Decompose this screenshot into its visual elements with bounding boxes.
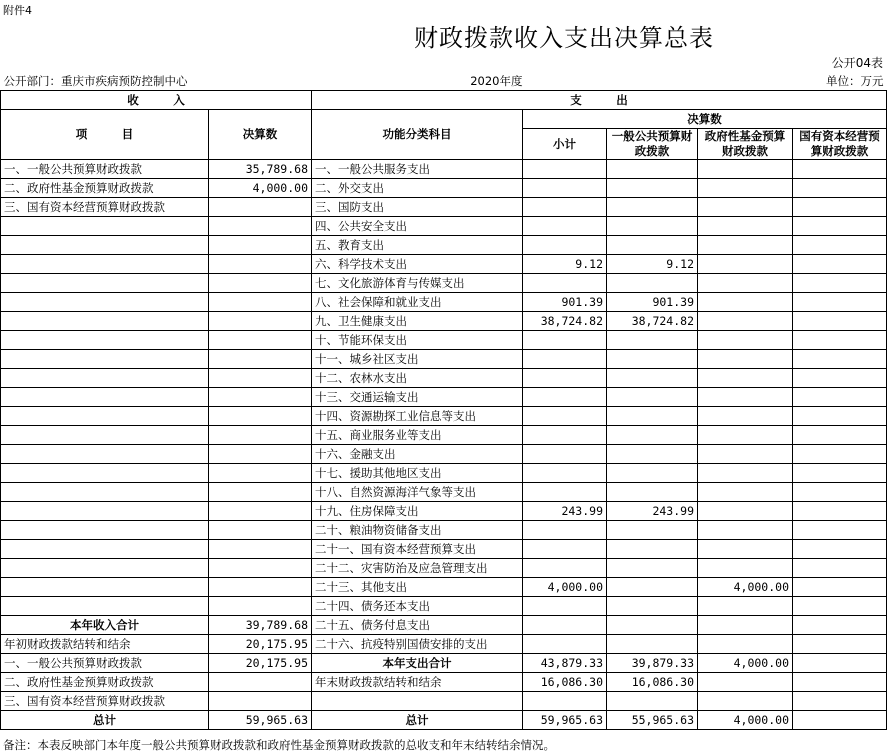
income-item-cell: [1, 312, 209, 331]
subtotal-cell: [523, 160, 607, 179]
state-capital-cell: [793, 426, 887, 445]
general-budget-cell: 55,965.63: [607, 711, 698, 730]
income-amount-cell: [209, 540, 312, 559]
income-item-cell: [1, 369, 209, 388]
table-row: [1, 198, 887, 217]
income-item-cell: [1, 350, 209, 369]
general-budget-cell: 16,086.30: [607, 673, 698, 692]
fund-budget-cell: [698, 217, 793, 236]
expense-item-cell: 十八、自然资源海洋气象等支出: [312, 483, 523, 502]
income-item-cell: 二、政府性基金预算财政拨款: [1, 673, 209, 692]
fund-budget-cell: [698, 445, 793, 464]
state-capital-cell: [793, 673, 887, 692]
col-item-header: 项 目: [1, 110, 209, 160]
state-capital-cell: [793, 160, 887, 179]
general-budget-cell: [607, 179, 698, 198]
attachment-label: 附件4: [3, 4, 32, 17]
income-item-cell: [1, 274, 209, 293]
fund-budget-cell: [698, 464, 793, 483]
income-amount-cell: [209, 274, 312, 293]
state-capital-cell: [793, 635, 887, 654]
income-amount-cell: [209, 502, 312, 521]
expense-item-cell: 三、国防支出: [312, 198, 523, 217]
state-capital-cell: [793, 369, 887, 388]
table-row: [1, 312, 887, 331]
table-row: [1, 578, 887, 597]
expense-item-cell: 二十一、国有资本经营预算支出: [312, 540, 523, 559]
subtotal-cell: [523, 331, 607, 350]
subtotal-cell: [523, 426, 607, 445]
budget-table: [0, 72, 887, 730]
footnote: 备注：本表反映部门本年度一般公共预算财政拨款和政府性基金预算财政拨款的总收支和年末结转结余情况。: [3, 738, 555, 752]
state-capital-cell: [793, 502, 887, 521]
state-capital-cell: [793, 312, 887, 331]
income-item-cell: 三、国有资本经营预算财政拨款: [1, 198, 209, 217]
general-budget-cell: [607, 483, 698, 502]
general-budget-cell: [607, 540, 698, 559]
subtotal-cell: 38,724.82: [523, 312, 607, 331]
income-amount-cell: 20,175.95: [209, 635, 312, 654]
income-amount-cell: [209, 236, 312, 255]
subtotal-cell: [523, 445, 607, 464]
table-row: [1, 426, 887, 445]
general-budget-cell: [607, 692, 698, 711]
subtotal-cell: 16,086.30: [523, 673, 607, 692]
income-amount-cell: [209, 293, 312, 312]
income-item-cell: [1, 597, 209, 616]
table-row: [1, 654, 887, 673]
table-row: [1, 445, 887, 464]
fund-budget-cell: [698, 692, 793, 711]
fund-budget-cell: [698, 255, 793, 274]
expense-item-cell: 十一、城乡社区支出: [312, 350, 523, 369]
expense-item-cell: 年末财政拨款结转和结余: [312, 673, 523, 692]
table-row: [1, 236, 887, 255]
state-capital-cell: [793, 350, 887, 369]
state-capital-cell: [793, 597, 887, 616]
income-amount-cell: [209, 331, 312, 350]
income-amount-cell: [209, 217, 312, 236]
fund-budget-cell: [698, 331, 793, 350]
state-capital-cell: [793, 559, 887, 578]
general-budget-cell: [607, 369, 698, 388]
general-budget-cell: [607, 445, 698, 464]
income-amount-cell: [209, 692, 312, 711]
income-item-cell: [1, 464, 209, 483]
income-amount-cell: [209, 426, 312, 445]
table-row: [1, 692, 887, 711]
income-amount-cell: [209, 559, 312, 578]
page-title: 财政拨款收入支出决算总表: [414, 24, 714, 52]
expense-item-cell: 六、科学技术支出: [312, 255, 523, 274]
fund-budget-cell: [698, 312, 793, 331]
state-capital-cell: [793, 445, 887, 464]
general-budget-cell: 9.12: [607, 255, 698, 274]
subtotal-cell: 243.99: [523, 502, 607, 521]
col-fund-header: 政府性基金预算财政拨款: [698, 129, 793, 160]
table-row: [1, 673, 887, 692]
income-item-cell: [1, 407, 209, 426]
subtotal-cell: [523, 217, 607, 236]
state-capital-cell: [793, 521, 887, 540]
general-budget-cell: [607, 521, 698, 540]
subtotal-cell: 9.12: [523, 255, 607, 274]
subtotal-cell: [523, 483, 607, 502]
table-row: [1, 388, 887, 407]
general-budget-cell: [607, 160, 698, 179]
general-budget-cell: [607, 616, 698, 635]
income-item-cell: [1, 426, 209, 445]
fund-budget-cell: [698, 160, 793, 179]
subtotal-cell: [523, 635, 607, 654]
fund-budget-cell: [698, 540, 793, 559]
fund-budget-cell: 4,000.00: [698, 711, 793, 730]
table-row: [1, 255, 887, 274]
expense-item-cell: 二十四、债务还本支出: [312, 597, 523, 616]
subtotal-cell: [523, 388, 607, 407]
table-row: [1, 502, 887, 521]
table-row: [1, 540, 887, 559]
income-item-cell: [1, 217, 209, 236]
income-item-cell: [1, 331, 209, 350]
fund-budget-cell: [698, 179, 793, 198]
income-amount-cell: [209, 483, 312, 502]
state-capital-cell: [793, 236, 887, 255]
subtotal-cell: 59,965.63: [523, 711, 607, 730]
state-capital-cell: [793, 179, 887, 198]
state-capital-cell: [793, 331, 887, 350]
table-row: [1, 217, 887, 236]
state-capital-cell: [793, 711, 887, 730]
subtotal-cell: [523, 369, 607, 388]
expense-item-cell: 十九、住房保障支出: [312, 502, 523, 521]
expense-item-cell: 十五、商业服务业等支出: [312, 426, 523, 445]
income-item-cell: [1, 483, 209, 502]
expense-item-cell: 十七、援助其他地区支出: [312, 464, 523, 483]
fund-budget-cell: 4,000.00: [698, 654, 793, 673]
income-amount-cell: [209, 578, 312, 597]
general-budget-cell: [607, 274, 698, 293]
general-budget-cell: [607, 464, 698, 483]
general-budget-cell: [607, 426, 698, 445]
income-amount-cell: [209, 198, 312, 217]
general-budget-cell: 38,724.82: [607, 312, 698, 331]
general-budget-cell: [607, 635, 698, 654]
expense-item-cell: 五、教育支出: [312, 236, 523, 255]
subtotal-cell: [523, 540, 607, 559]
state-capital-cell: [793, 255, 887, 274]
table-row: [1, 350, 887, 369]
expense-item-cell: 九、卫生健康支出: [312, 312, 523, 331]
expense-item-cell: 二十、粮油物资储备支出: [312, 521, 523, 540]
income-amount-cell: [209, 369, 312, 388]
expense-item-cell: 七、文化旅游体育与传媒支出: [312, 274, 523, 293]
fund-budget-cell: [698, 673, 793, 692]
income-amount-cell: [209, 521, 312, 540]
income-item-cell: 一、一般公共预算财政拨款: [1, 160, 209, 179]
income-amount-cell: 4,000.00: [209, 179, 312, 198]
income-amount-cell: [209, 350, 312, 369]
income-item-cell: 总计: [1, 711, 209, 730]
income-amount-cell: 39,789.68: [209, 616, 312, 635]
income-amount-cell: [209, 464, 312, 483]
income-amount-cell: [209, 407, 312, 426]
table-row: [1, 483, 887, 502]
table-row: [1, 331, 887, 350]
expense-item-cell: 十六、金融支出: [312, 445, 523, 464]
income-amount-cell: [209, 445, 312, 464]
expense-item-cell: 总计: [312, 711, 523, 730]
expense-item-cell: 二十五、债务付息支出: [312, 616, 523, 635]
state-capital-cell: [793, 388, 887, 407]
expense-item-cell: 十四、资源勘探工业信息等支出: [312, 407, 523, 426]
subtotal-cell: [523, 350, 607, 369]
table-row: [1, 274, 887, 293]
income-item-cell: [1, 540, 209, 559]
income-amount-cell: 35,789.68: [209, 160, 312, 179]
dept-label: 公开部门：重庆市疾病预防控制中心: [3, 73, 188, 88]
subtotal-cell: 43,879.33: [523, 654, 607, 673]
subtotal-cell: 4,000.00: [523, 578, 607, 597]
subtotal-cell: [523, 559, 607, 578]
expense-item-cell: 八、社会保障和就业支出: [312, 293, 523, 312]
fund-budget-cell: [698, 274, 793, 293]
state-capital-cell: [793, 274, 887, 293]
table-row: [1, 464, 887, 483]
expense-item-cell: 四、公共安全支出: [312, 217, 523, 236]
table-row: [1, 616, 887, 635]
income-item-cell: 一、一般公共预算财政拨款: [1, 654, 209, 673]
subtotal-cell: [523, 407, 607, 426]
income-item-cell: [1, 502, 209, 521]
subtotal-cell: [523, 274, 607, 293]
state-capital-cell: [793, 217, 887, 236]
income-section-header: 收 入: [1, 91, 312, 110]
table-row: [1, 179, 887, 198]
state-capital-cell: [793, 407, 887, 426]
subtotal-cell: [523, 521, 607, 540]
col-amount-header: 决算数: [209, 110, 312, 160]
income-item-cell: [1, 559, 209, 578]
table-row: [1, 160, 887, 179]
expense-item-cell: [312, 692, 523, 711]
state-capital-cell: [793, 654, 887, 673]
fund-budget-cell: [698, 407, 793, 426]
col-decision-header: 决算数: [523, 110, 887, 129]
expense-item-cell: 二、外交支出: [312, 179, 523, 198]
state-capital-cell: [793, 540, 887, 559]
subtotal-cell: [523, 198, 607, 217]
subtotal-cell: 901.39: [523, 293, 607, 312]
table-row: [1, 635, 887, 654]
general-budget-cell: [607, 236, 698, 255]
expense-item-cell: 十二、农林水支出: [312, 369, 523, 388]
fund-budget-cell: [698, 616, 793, 635]
fund-budget-cell: 4,000.00: [698, 578, 793, 597]
state-capital-cell: [793, 198, 887, 217]
fund-budget-cell: [698, 236, 793, 255]
fund-budget-cell: [698, 521, 793, 540]
year-label: 2020年度: [470, 73, 523, 88]
table-row: [1, 711, 887, 730]
income-item-cell: 年初财政拨款结转和结余: [1, 635, 209, 654]
income-item-cell: 本年收入合计: [1, 616, 209, 635]
general-budget-cell: [607, 331, 698, 350]
income-item-cell: [1, 521, 209, 540]
subtotal-cell: [523, 692, 607, 711]
fund-budget-cell: [698, 502, 793, 521]
col-general-header: 一般公共预算财政拨款: [607, 129, 698, 160]
table-row: [1, 293, 887, 312]
income-item-cell: [1, 578, 209, 597]
fund-budget-cell: [698, 483, 793, 502]
income-amount-cell: [209, 255, 312, 274]
income-item-cell: [1, 255, 209, 274]
income-amount-cell: 20,175.95: [209, 654, 312, 673]
expense-item-cell: 十、节能环保支出: [312, 331, 523, 350]
expense-section-header: 支 出: [312, 91, 887, 110]
state-capital-cell: [793, 483, 887, 502]
expense-item-cell: 二十二、灾害防治及应急管理支出: [312, 559, 523, 578]
income-amount-cell: 59,965.63: [209, 711, 312, 730]
table-row: [1, 369, 887, 388]
state-capital-cell: [793, 464, 887, 483]
fund-budget-cell: [698, 559, 793, 578]
state-capital-cell: [793, 578, 887, 597]
expense-item-cell: 十三、交通运输支出: [312, 388, 523, 407]
table-row: [1, 407, 887, 426]
subtotal-cell: [523, 464, 607, 483]
table-row: [1, 597, 887, 616]
subtotal-cell: [523, 179, 607, 198]
fund-budget-cell: [698, 388, 793, 407]
income-amount-cell: [209, 388, 312, 407]
general-budget-cell: [607, 578, 698, 597]
general-budget-cell: 39,879.33: [607, 654, 698, 673]
fund-budget-cell: [698, 369, 793, 388]
income-amount-cell: [209, 312, 312, 331]
unit-label: 单位：万元: [826, 73, 884, 88]
general-budget-cell: [607, 198, 698, 217]
state-capital-cell: [793, 692, 887, 711]
income-item-cell: 二、政府性基金预算财政拨款: [1, 179, 209, 198]
general-budget-cell: [607, 407, 698, 426]
expense-item-cell: 本年支出合计: [312, 654, 523, 673]
expense-item-cell: 二十六、抗疫特别国债安排的支出: [312, 635, 523, 654]
income-item-cell: [1, 236, 209, 255]
general-budget-cell: 243.99: [607, 502, 698, 521]
general-budget-cell: [607, 217, 698, 236]
general-budget-cell: [607, 597, 698, 616]
fund-budget-cell: [698, 198, 793, 217]
fund-budget-cell: [698, 597, 793, 616]
state-capital-cell: [793, 293, 887, 312]
income-item-cell: [1, 388, 209, 407]
fund-budget-cell: [698, 293, 793, 312]
general-budget-cell: [607, 350, 698, 369]
income-item-cell: [1, 293, 209, 312]
form-number: 公开04表: [831, 56, 883, 70]
general-budget-cell: [607, 388, 698, 407]
fund-budget-cell: [698, 635, 793, 654]
subtotal-cell: [523, 236, 607, 255]
expense-item-cell: 二十三、其他支出: [312, 578, 523, 597]
table-row: [1, 559, 887, 578]
income-item-cell: [1, 445, 209, 464]
col-state-header: 国有资本经营预算财政拨款: [793, 129, 887, 160]
table-row: [1, 521, 887, 540]
col-subtotal-header: 小计: [523, 129, 607, 160]
fund-budget-cell: [698, 426, 793, 445]
state-capital-cell: [793, 616, 887, 635]
fund-budget-cell: [698, 350, 793, 369]
income-amount-cell: [209, 673, 312, 692]
subtotal-cell: [523, 616, 607, 635]
col-func-header: 功能分类科目: [312, 110, 523, 160]
income-item-cell: 三、国有资本经营预算财政拨款: [1, 692, 209, 711]
general-budget-cell: [607, 559, 698, 578]
income-amount-cell: [209, 597, 312, 616]
subtotal-cell: [523, 597, 607, 616]
general-budget-cell: 901.39: [607, 293, 698, 312]
expense-item-cell: 一、一般公共服务支出: [312, 160, 523, 179]
